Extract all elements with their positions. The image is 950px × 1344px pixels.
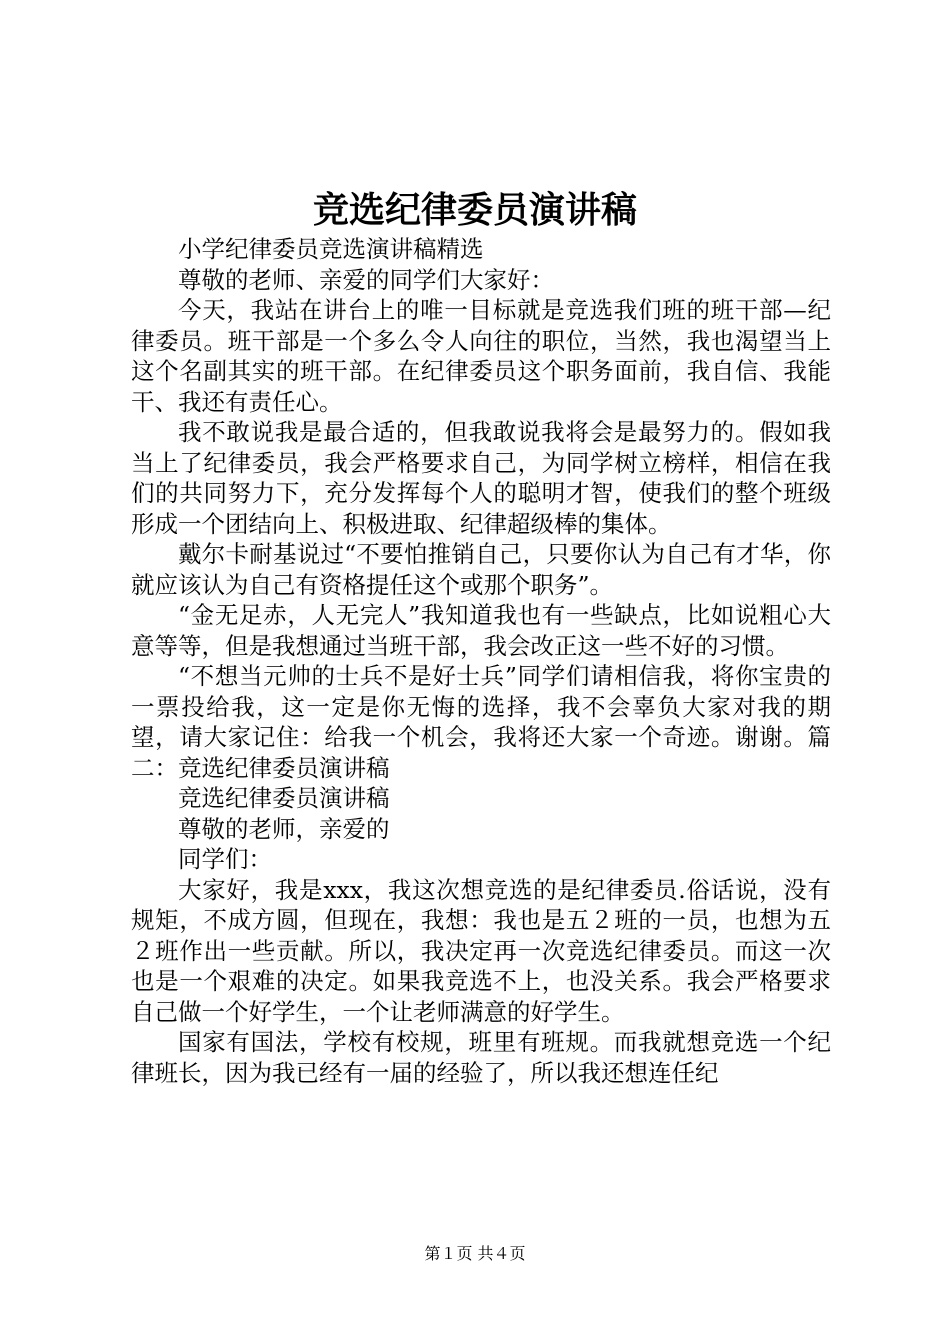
document-title: 竞选纪律委员演讲稿 bbox=[312, 189, 637, 231]
paragraph: 我不敢说我是最合适的，但我敢说我将会是最努力的。假如我当上了纪律委员，我会严格要求自己，为同学树立榜样，相信在我们的共同努力下，充分发挥每个人的聪明才智，使我们的整个班级形成一个团结向上、积极进取、纪律超级棒的集体。 bbox=[131, 418, 831, 538]
paragraph: 国家有国法，学校有校规，班里有班规。而我就想竞选一个纪律班长，因为我已经有一届的经验了，所以我还想连任纪 bbox=[131, 1028, 831, 1087]
paragraph: 今天，我站在讲台上的唯一目标就是竞选我们班的班干部—纪律委员。班干部是一个多么令人向往的职位，当然，我也渴望当上这个名副其实的班干部。在纪律委员这个职务面前，我自信、我能干、我还有责任心。 bbox=[131, 296, 831, 416]
paragraph: 戴尔卡耐基说过“不要怕推销自己，只要你认为自己有才华，你就应该认为自己有资格提任这个或那个职务”。 bbox=[131, 540, 831, 599]
paragraph: “金无足赤，人无完人”我知道我也有一些缺点，比如说粗心大意等等，但是我想通过当班干部，我会改正这一些不好的习惯。 bbox=[131, 601, 831, 660]
paragraph: 尊敬的老师、亲爱的同学们大家好： bbox=[178, 265, 554, 294]
paragraph: “不想当元帅的士兵不是好士兵”同学们请相信我，将你宝贵的一票投给我，这一定是你无悔的选择，我不会辜负大家对我的期望，请大家记住：给我一个机会，我将还大家一个奇迹。谢谢。篇二：竞选纪律委员演讲稿 bbox=[131, 662, 831, 782]
paragraph: 竞选纪律委员演讲稿 bbox=[178, 784, 390, 812]
document-body bbox=[131, 234, 831, 1088]
paragraph: 小学纪律委员竞选演讲稿精选 bbox=[178, 235, 484, 263]
page-number-footer: 第１页 共４页 bbox=[424, 1244, 526, 1263]
paragraph: 大家好，我是xxx，我这次想竞选的是纪律委员.俗话说，没有规矩，不成方圆，但现在，我想：我也是五２班的一员，也想为五２班作出一些贡献。所以，我决定再一次竞选纪律委员。而这一次也是一个艰难的决定。如果我竞选不上，也没关系。我会严格要求自己做一个好学生，一个让老师满意的好学生。 bbox=[131, 875, 831, 1026]
paragraph: 尊敬的老师，亲爱的 bbox=[178, 814, 390, 843]
paragraph: 同学们： bbox=[178, 845, 272, 873]
